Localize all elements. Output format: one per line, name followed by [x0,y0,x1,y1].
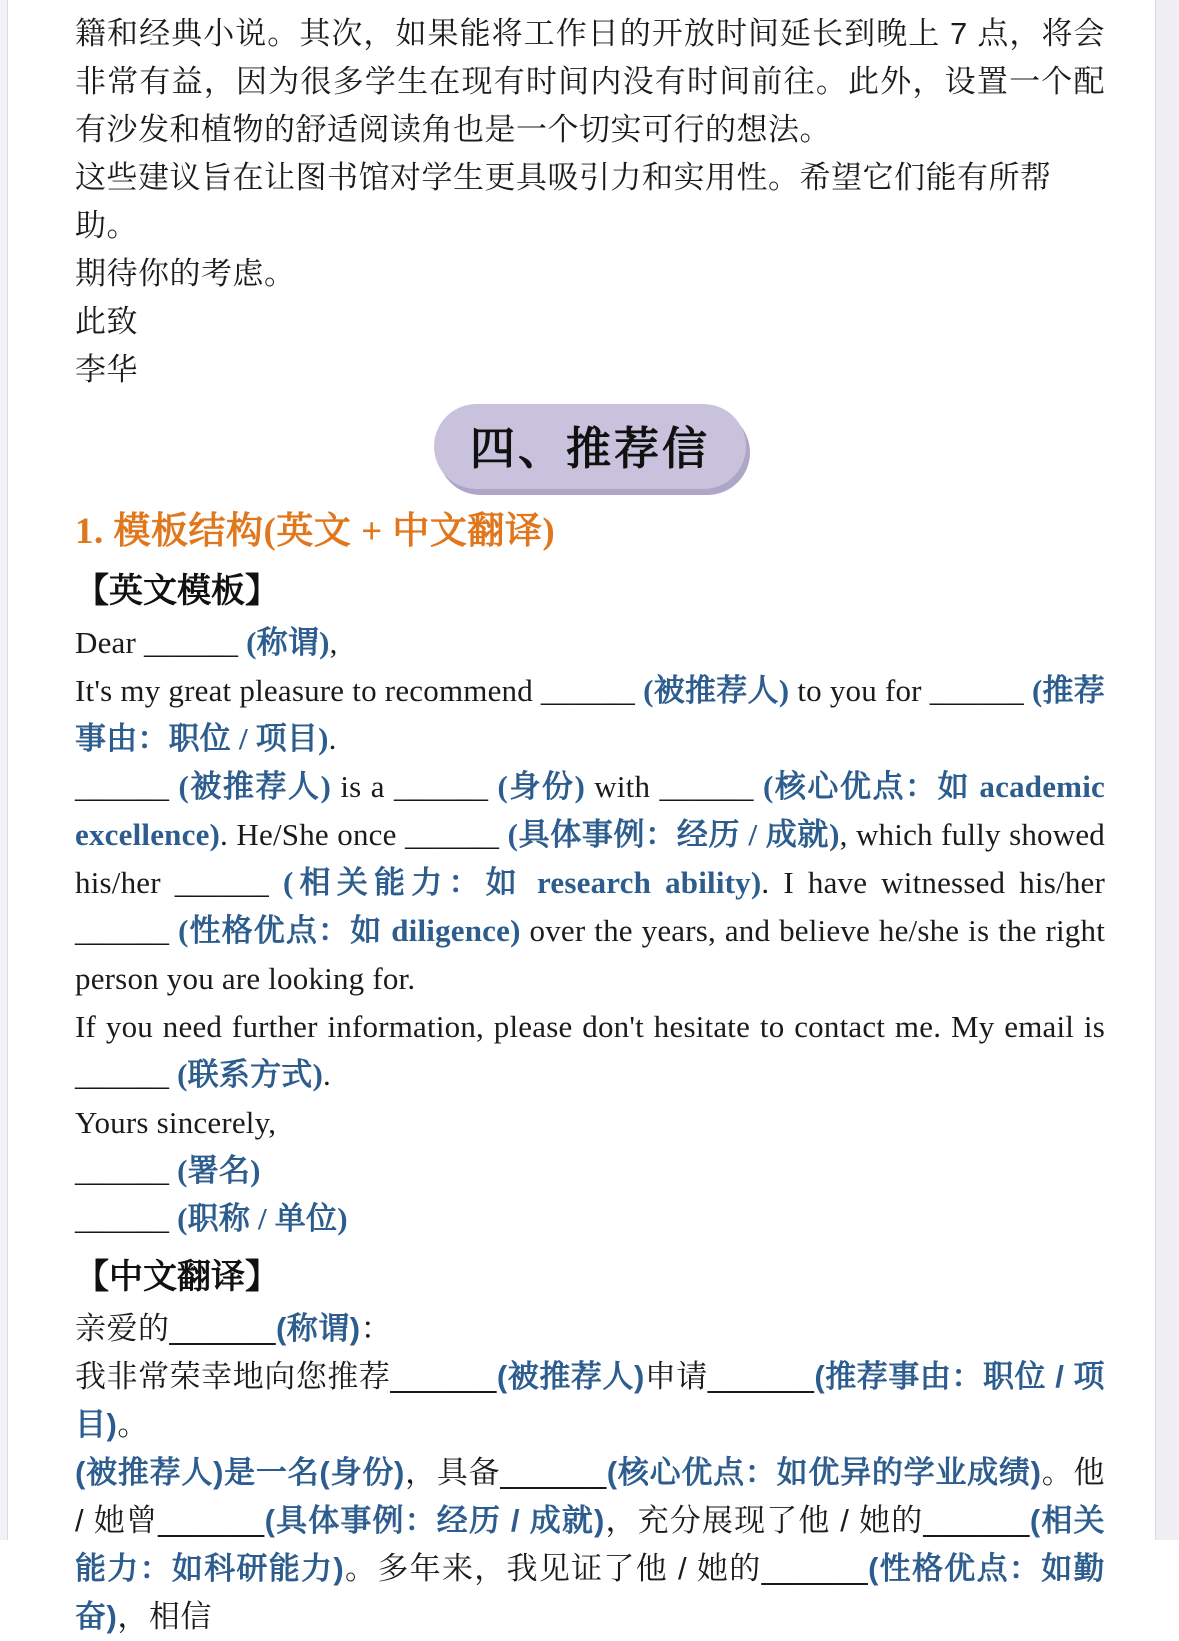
text-segment: , [329,625,338,660]
text-segment: . I have witnessed his/her ______ [75,865,1106,948]
text-segment: over the years, and believe he/she is the right person you are looking for. [75,913,1106,996]
text-segment: is a ______ [331,769,498,804]
paragraph [75,667,1105,763]
text-segment: ： [360,1311,393,1346]
page-edge-right [1155,0,1179,1540]
annotation-segment: (性格优点：如 diligence) [178,913,521,948]
paragraph [75,763,1105,1003]
paragraph: 此致 [75,304,138,339]
text-segment: to you for ______ [789,673,1032,708]
text-segment: It's my great pleasure to recommend ______ [75,673,644,708]
text-segment: with ______ [584,769,763,804]
text-segment: ______ [75,1153,178,1188]
paragraph [75,1353,1105,1449]
annotation-segment: (称谓) [275,1311,361,1346]
section-badge: 四、推荐信 [434,404,746,489]
paragraph: 期待你的考虑。 [75,256,296,291]
text-segment: 我非常荣幸地向您推荐______ [75,1359,497,1394]
text-segment: 。多年来，我见证了他 / 她的______ [344,1551,869,1586]
text-segment: 。他 / 她曾______ [75,1455,1105,1538]
subsection-heading: 1. 模板结构(英文 + 中文翻译) [75,511,556,552]
annotation-segment: (核心优点：如 academic excellence) [75,769,1105,852]
paragraph [75,1195,1105,1243]
annotation-segment: (被推荐人) [496,1359,645,1394]
page-edge-left [0,0,8,1540]
paragraph: 籍和经典小说。其次，如果能将工作日的开放时间延长到晚上 7 点，将会非常有益，因为很多学生在现有时间内没有时间前往。此外，设置一个配有沙发和植物的舒适阅读角也是一个切实可行的想法。 [75,16,1105,147]
paragraph [75,619,1105,667]
annotation-segment: (被推荐人)是一名(身份) [75,1455,405,1490]
document-body [8,0,1155,1634]
text-segment: ______ [75,769,179,804]
text-segment: . [323,1057,331,1092]
paragraph: 这些建议旨在让图书馆对学生更具吸引力和实用性。希望它们能有所帮助。 [75,160,1052,243]
annotation-segment: (职称 / 单位) [177,1201,348,1236]
text-segment: ，充分展现了他 / 她的______ [604,1503,1030,1538]
text-segment: If you need further information, please don't hesitate to contact me. My email is ______ [75,1009,1105,1092]
letter-closing-block [75,10,1105,394]
text-segment: . He/She once ______ [220,817,508,852]
text-segment: ，具备______ [404,1455,607,1490]
annotation-segment: (被推荐人) [178,769,332,804]
english-template-body [75,619,1105,1243]
annotation-segment: (性格优点：如勤奋) [75,1551,1105,1634]
chinese-translation-body [75,1305,1105,1641]
paragraph [75,1305,1105,1353]
annotation-segment: (相关能力：如 research ability) [282,865,762,900]
text-segment: 。 [117,1407,149,1442]
paragraph: 李华 [75,352,138,387]
annotation-segment: (推荐事由：职位 / 项目) [75,673,1105,756]
annotation-segment: (被推荐人) [643,673,790,708]
text-segment: , which fully showed his/her ______ [75,817,1105,900]
text-segment: . [328,721,337,756]
text-segment: 亲爱的______ [75,1311,276,1346]
english-template-header: 【英文模板】 [75,572,279,610]
annotation-segment: (推荐事由：职位 / 项目) [75,1359,1105,1442]
annotation-segment: (署名) [177,1153,261,1188]
annotation-segment: (称谓) [246,625,330,660]
chinese-translation-header: 【中文翻译】 [75,1258,279,1296]
paragraph [75,1449,1105,1641]
paragraph [75,1147,1105,1195]
text-segment: Yours sincerely, [75,1105,277,1140]
annotation-segment: (联系方式) [177,1057,324,1092]
annotation-segment: (身份) [497,769,585,804]
annotation-segment: (具体事例：经历 / 成就) [507,817,840,852]
annotation-segment: (核心优点：如优异的学业成绩) [606,1455,1042,1490]
annotation-segment: (具体事例：经历 / 成就) [264,1503,605,1538]
text-segment: ，相信 [117,1599,212,1634]
annotation-segment: (相关能力：如科研能力) [75,1503,1105,1586]
paragraph [75,1003,1105,1099]
paragraph [75,1099,1105,1147]
text-segment: Dear ______ [75,625,247,660]
text-segment: ______ [75,1201,178,1236]
text-segment: 申请______ [644,1359,815,1394]
